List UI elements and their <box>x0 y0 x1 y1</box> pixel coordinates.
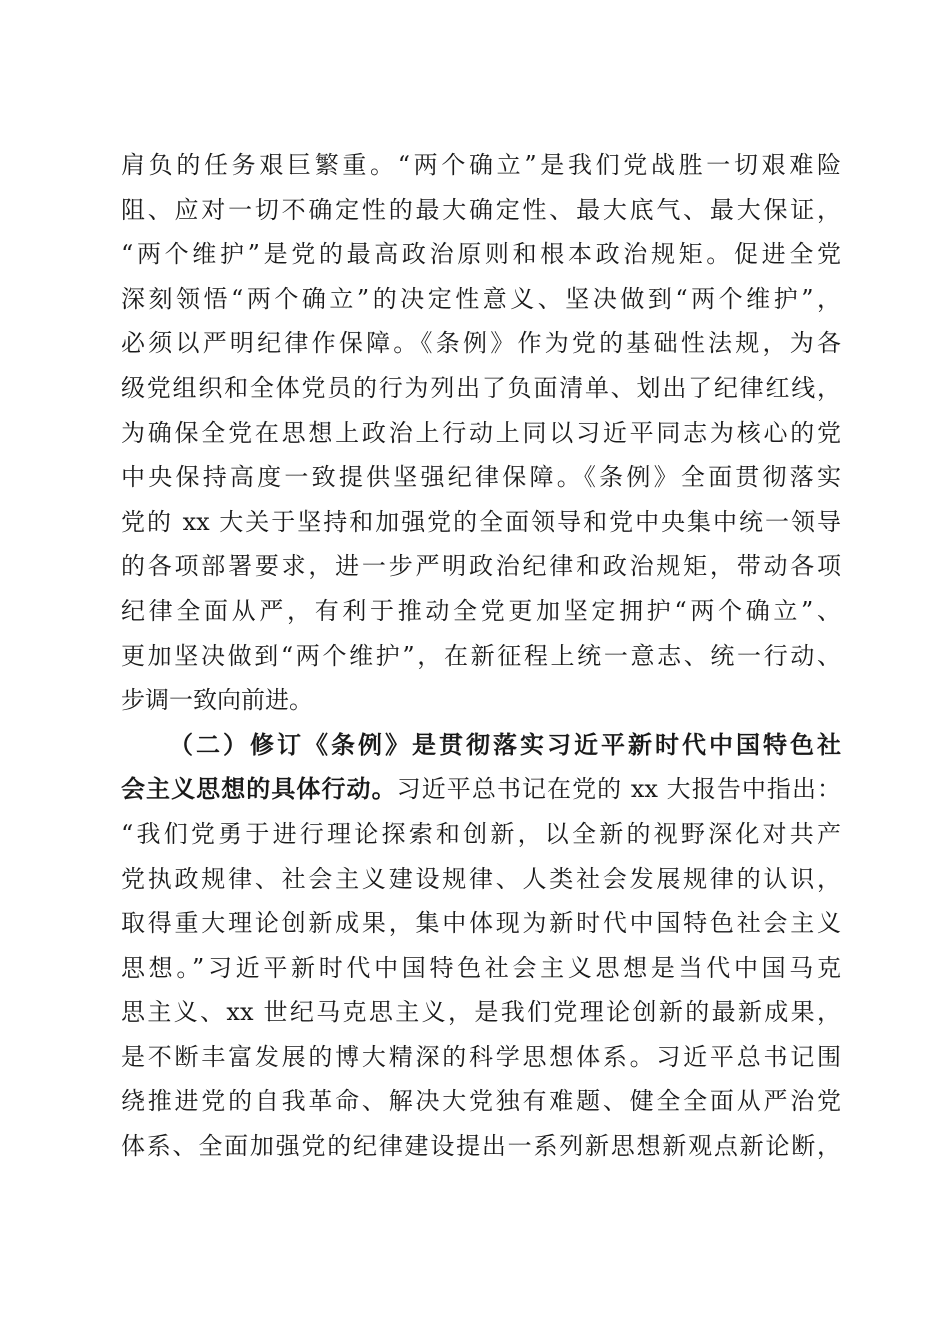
text-line: “我们党勇于进行理论探索和创新，以全新的视野深化对共产 <box>121 819 841 848</box>
text-line: 思想。”习近平新时代中国特色社会主义思想是当代中国马克 <box>121 953 841 982</box>
text-line: 党执政规律、社会主义建设规律、人类社会发展规律的认识， <box>121 864 841 893</box>
text-line: “两个维护”是党的最高政治原则和根本政治规矩。促进全党 <box>121 240 841 269</box>
text-line: 取得重大理论创新成果，集中体现为新时代中国特色社会主义 <box>121 909 841 938</box>
text-line: 肩负的任务艰巨繁重。“两个确立”是我们党战胜一切艰难险 <box>121 151 841 179</box>
text-line: 步调一致向前进。 <box>121 686 313 715</box>
text-line: 中央保持高度一致提供坚强纪律保障。《条例》全面贯彻落实 <box>121 463 841 492</box>
paragraph-1 <box>121 143 841 723</box>
section-heading-line <box>121 723 841 768</box>
text-line: 为确保全党在思想上政治上行动上同以习近平同志为核心的党 <box>121 418 841 447</box>
text-line: 党的 xx 大关于坚持和加强党的全面领导和党中央集中统一领导 <box>121 507 841 536</box>
text-line: 深刻领悟“两个确立”的决定性意义、坚决做到“两个维护”， <box>121 284 841 313</box>
text-line: 的各项部署要求，进一步严明政治纪律和政治规矩，带动各项 <box>121 552 841 581</box>
text-line: 体系、全面加强党的纪律建设提出一系列新思想新观点新论断， <box>121 1132 841 1161</box>
text-line: 级党组织和全体党员的行为列出了负面清单、划出了纪律红线， <box>121 373 841 402</box>
text-line: 纪律全面从严，有利于推动全党更加坚定拥护“两个确立”、 <box>121 596 841 625</box>
text-line: 阻、应对一切不确定性的最大确定性、最大底气、最大保证， <box>121 195 841 224</box>
section-heading-continued: 会主义思想的具体行动。 <box>121 774 397 804</box>
text-line: 绕推进党的自我革命、解决大党独有难题、健全全面从严治党 <box>121 1087 841 1116</box>
text-line: 必须以严明纪律作保障。《条例》作为党的基础性法规，为各 <box>121 329 841 358</box>
text-line: 更加坚决做到“两个维护”，在新征程上统一意志、统一行动、 <box>121 641 841 670</box>
text-line <box>121 767 841 812</box>
text-line: 思主义、xx 世纪马克思主义，是我们党理论创新的最新成果， <box>121 998 841 1027</box>
text-segment: 习近平总书记在党的 xx 大报告中指出： <box>396 775 841 804</box>
section-heading: （二）修订《条例》是贯彻落实习近平新时代中国特色社 <box>169 729 841 759</box>
document-body <box>121 143 841 1169</box>
text-line: 是不断丰富发展的博大精深的科学思想体系。习近平总书记围 <box>121 1042 841 1071</box>
paragraph-2 <box>121 723 841 1169</box>
